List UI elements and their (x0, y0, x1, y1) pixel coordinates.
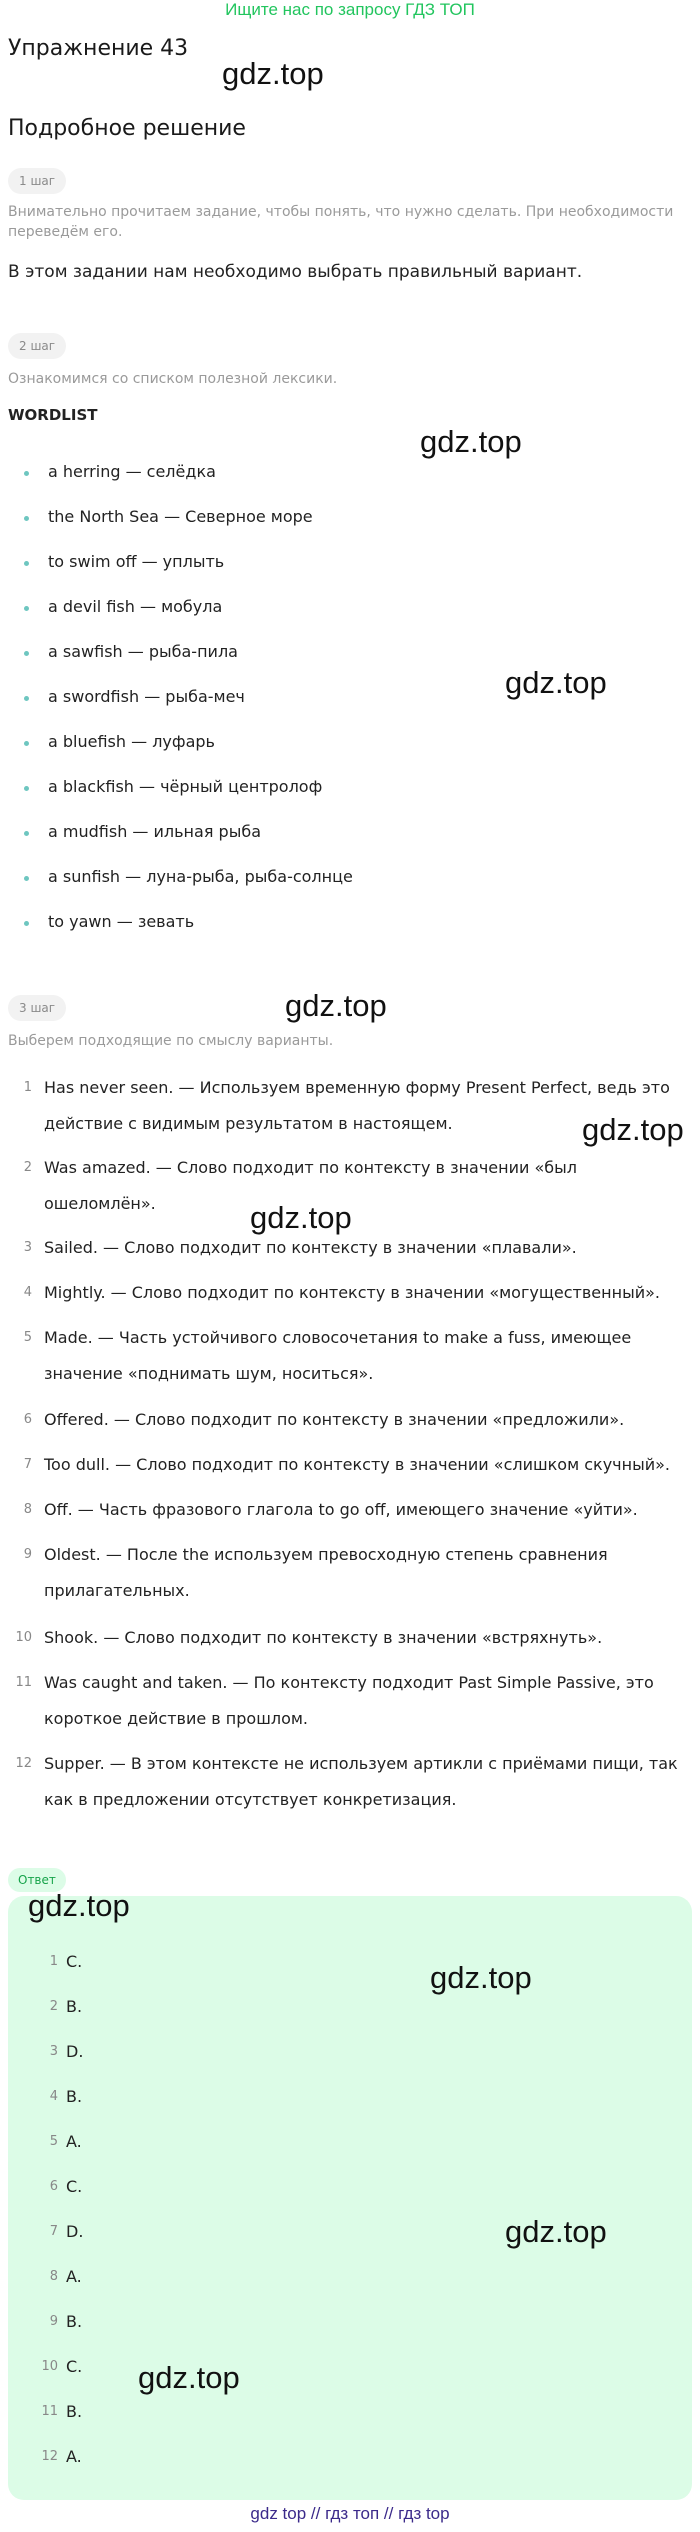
solution-number: 9 (23, 1547, 32, 1562)
answer-number: 11 (41, 2404, 58, 2419)
answer-value: B. (66, 1997, 83, 2016)
answer-value: A. (66, 2447, 82, 2466)
solution-number: 5 (23, 1330, 32, 1345)
watermark: gdz.top (505, 665, 607, 700)
answer-number: 2 (49, 1999, 58, 2014)
answer-value: D. (66, 2222, 84, 2241)
answer-badge: Ответ (8, 1868, 66, 1892)
answer-value: A. (66, 2267, 82, 2286)
wordlist-item: a mudfish — ильная рыба (48, 822, 261, 841)
solution-number: 2 (23, 1160, 32, 1175)
answer-number: 9 (49, 2314, 58, 2329)
wordlist-item: a devil fish — мобула (48, 597, 223, 616)
answer-number: 4 (49, 2089, 58, 2104)
solution-item: Sailed. — Слово подходит по контексту в значении «плавали». (44, 1238, 577, 1257)
watermark: gdz.top (138, 2360, 240, 2395)
solution-number: 4 (23, 1285, 32, 1300)
answer-value: C. (66, 1952, 83, 1971)
solution-item: Too dull. — Слово подходит по контексту в значении «слишком скучный». (44, 1455, 670, 1474)
step-text: В этом задании нам необходимо выбрать правильный вариант. (8, 262, 583, 282)
wordlist-item: the North Sea — Северное море (48, 507, 313, 526)
answer-value: B. (66, 2402, 83, 2421)
solution-number: 1 (23, 1080, 32, 1095)
bullet-dot (24, 606, 29, 611)
watermark: gdz.top (285, 988, 387, 1023)
solution-item: Oldest. — После the используем превосходную степень сравнения прилагательных. (44, 1545, 608, 1600)
answer-number: 3 (49, 2044, 58, 2059)
answer-value: C. (66, 2357, 83, 2376)
step-instruction: Ознакомимся со списком полезной лексики. (8, 371, 338, 387)
section-title: Подробное решение (8, 116, 246, 141)
bullet-dot (24, 471, 29, 476)
solution-item: Shook. — Слово подходит по контексту в значении «встряхнуть». (44, 1628, 603, 1647)
solution-number: 8 (23, 1502, 32, 1517)
solution-number: 7 (23, 1457, 32, 1472)
wordlist-item: to swim off — уплыть (48, 552, 225, 571)
bullet-dot (24, 741, 29, 746)
watermark: gdz.top (430, 1960, 532, 1995)
answer-value: A. (66, 2132, 82, 2151)
answer-number: 6 (49, 2179, 58, 2194)
solution-item: Has never seen. — Используем временную форму Present Perfect, ведь это действие с видимым результатом в настоящем. (44, 1078, 670, 1133)
step-instruction: Выберем подходящие по смыслу варианты. (8, 1033, 334, 1049)
bullet-dot (24, 651, 29, 656)
solution-item: Was caught and taken. — По контексту подходит Past Simple Passive, это короткое действие в прошлом. (44, 1673, 654, 1728)
step-instruction: Внимательно прочитаем задание, чтобы понять, что нужно сделать. При необходимости переведём его. (8, 204, 674, 240)
solution-item: Offered. — Слово подходит по контексту в значении «предложили». (44, 1410, 625, 1429)
bullet-dot (24, 516, 29, 521)
answer-number: 1 (49, 1954, 58, 1969)
bullet-dot (24, 696, 29, 701)
solution-number: 6 (23, 1412, 32, 1427)
solution-item: Supper. — В этом контексте не используем артикли с приёмами пищи, так как в предложении отсутствует конкретизация. (44, 1754, 678, 1809)
bullet-dot (24, 561, 29, 566)
solution-number: 12 (15, 1756, 32, 1771)
bullet-dot (24, 786, 29, 791)
solution-item: Mightly. — Слово подходит по контексту в значении «могущественный». (44, 1283, 660, 1302)
solution-number: 11 (15, 1675, 32, 1690)
solution-number: 10 (15, 1630, 32, 1645)
wordlist-item: a swordfish — рыба-меч (48, 687, 245, 706)
wordlist-item: a blackfish — чёрный центролоф (48, 777, 323, 796)
solution-item: Made. — Часть устойчивого словосочетания to make a fuss, имеющее значение «поднимать шум, носиться». (44, 1328, 632, 1383)
step-badge: 1 шаг (8, 168, 66, 194)
answer-box (8, 1896, 692, 2500)
answer-value: B. (66, 2312, 83, 2331)
wordlist-item: a herring — селёдка (48, 462, 216, 481)
solution-item: Was amazed. — Слово подходит по контексту в значении «был ошеломлён». (44, 1158, 577, 1213)
answer-number: 8 (49, 2269, 58, 2284)
answer-value: C. (66, 2177, 83, 2196)
search-banner[interactable]: Ищите нас по запросу ГДЗ ТОП (225, 0, 475, 19)
answer-number: 12 (41, 2449, 58, 2464)
answer-number: 7 (49, 2224, 58, 2239)
answer-value: B. (66, 2087, 83, 2106)
watermark: gdz.top (250, 1200, 352, 1235)
page-title: Упражнение 43 (8, 36, 189, 61)
wordlist-item: to yawn — зевать (48, 912, 195, 931)
solution-number: 3 (23, 1240, 32, 1255)
wordlist-title: WORDLIST (8, 406, 98, 424)
wordlist-item: a sawfish — рыба-пила (48, 642, 238, 661)
footer-links[interactable]: gdz top // гдз топ // гдз top (250, 2504, 450, 2523)
answer-value: D. (66, 2042, 84, 2061)
answer-number: 5 (49, 2134, 58, 2149)
answer-number: 10 (41, 2359, 58, 2374)
watermark: gdz.top (28, 1888, 130, 1923)
wordlist-item: a sunfish — луна-рыба, рыба-солнце (48, 867, 353, 886)
watermark: gdz.top (222, 56, 324, 91)
bullet-dot (24, 831, 29, 836)
step-badge: 2 шаг (8, 333, 66, 359)
bullet-dot (24, 876, 29, 881)
bullet-dot (24, 921, 29, 926)
watermark: gdz.top (582, 1112, 684, 1147)
watermark: gdz.top (420, 424, 522, 459)
wordlist-item: a bluefish — луфарь (48, 732, 215, 751)
solution-item: Off. — Часть фразового глагола to go off, имеющего значение «уйти». (44, 1500, 638, 1519)
step-badge: 3 шаг (8, 995, 66, 1021)
watermark: gdz.top (505, 2214, 607, 2249)
